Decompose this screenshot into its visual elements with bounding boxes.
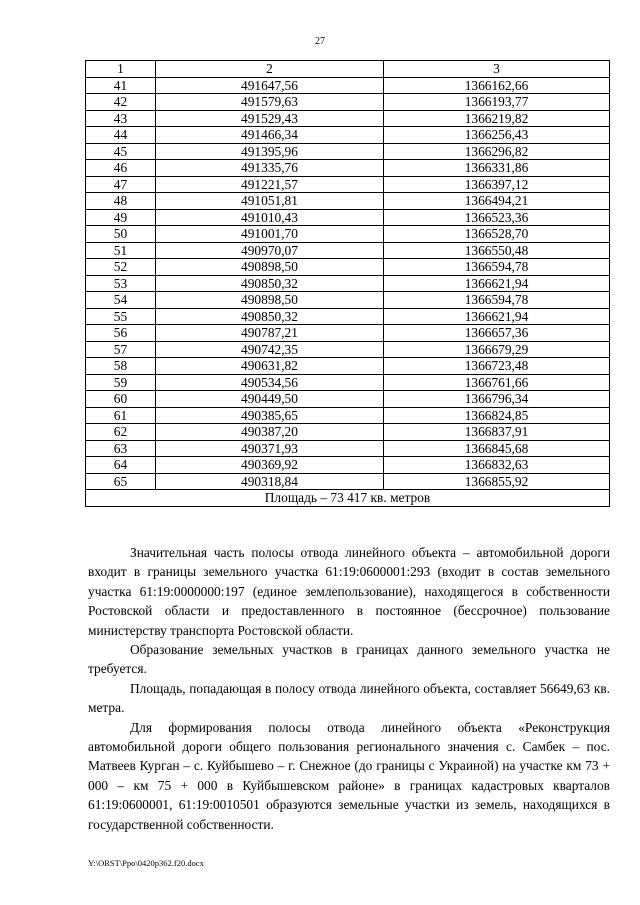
table-row (86, 226, 610, 243)
y-coordinate-cell: 1366162,66 (384, 77, 610, 94)
point-number-cell: 55 (86, 308, 156, 325)
table-row (86, 358, 610, 375)
paragraph: Площадь, попадающая в полосу отвода линейного объекта, составляет 56649,63 кв. метра. (88, 680, 610, 716)
x-coordinate-cell: 490787,21 (156, 325, 384, 342)
point-number-cell: 59 (86, 374, 156, 391)
y-coordinate-cell: 1366832,63 (384, 457, 610, 474)
point-number-cell: 56 (86, 325, 156, 342)
y-coordinate-cell: 1366256,43 (384, 127, 610, 144)
point-number-cell: 44 (86, 127, 156, 144)
header-cell-number: 1 (86, 61, 156, 78)
area-total-cell: Площадь – 73 417 кв. метров (86, 490, 610, 507)
x-coordinate-cell: 491335,76 (156, 160, 384, 177)
table-row (86, 308, 610, 325)
point-number-cell: 62 (86, 424, 156, 441)
paragraph: Значительная часть полосы отвода линейного объекта – автомобильной дороги входит в границы земельного участка 61:19:0600001:293 (входит в состав земельного участка 61:19:0000000:197 (единое землепользование), находящегося в собственности Ростовской области и предоставленного в постоянное (бессрочное) пользование министерству транспорта Ростовской области. (88, 545, 610, 638)
point-number-cell: 51 (86, 242, 156, 259)
y-coordinate-cell: 1366550,48 (384, 242, 610, 259)
x-coordinate-cell: 491010,43 (156, 209, 384, 226)
table-row (86, 160, 610, 177)
table-row (86, 110, 610, 127)
y-coordinate-cell: 1366594,78 (384, 292, 610, 309)
x-coordinate-cell: 490898,50 (156, 259, 384, 276)
x-coordinate-cell: 490449,50 (156, 391, 384, 408)
y-coordinate-cell: 1366723,48 (384, 358, 610, 375)
footer-file-path: Y:\ORST\Ppo\0420p362.f20.docx (88, 858, 204, 868)
table-row (86, 374, 610, 391)
point-number-cell: 48 (86, 193, 156, 210)
table-header (86, 61, 610, 78)
x-coordinate-cell: 490850,32 (156, 308, 384, 325)
y-coordinate-cell: 1366621,94 (384, 308, 610, 325)
point-number-cell: 54 (86, 292, 156, 309)
point-number-cell: 49 (86, 209, 156, 226)
table-row (86, 341, 610, 358)
table-row (86, 457, 610, 474)
x-coordinate-cell: 491051,81 (156, 193, 384, 210)
table-row (86, 242, 610, 259)
coordinates-table (85, 60, 610, 507)
point-number-cell: 41 (86, 77, 156, 94)
table-row (86, 176, 610, 193)
point-number-cell: 61 (86, 407, 156, 424)
x-coordinate-cell: 491001,70 (156, 226, 384, 243)
y-coordinate-cell: 1366523,36 (384, 209, 610, 226)
table-row (86, 275, 610, 292)
table-row (86, 209, 610, 226)
table-row (86, 143, 610, 160)
table-body (86, 77, 610, 490)
point-number-cell: 45 (86, 143, 156, 160)
y-coordinate-cell: 1366193,77 (384, 94, 610, 111)
point-number-cell: 60 (86, 391, 156, 408)
x-coordinate-cell: 490898,50 (156, 292, 384, 309)
y-coordinate-cell: 1366296,82 (384, 143, 610, 160)
table-row (86, 193, 610, 210)
x-coordinate-cell: 491579,63 (156, 94, 384, 111)
point-number-cell: 58 (86, 358, 156, 375)
table-row (86, 292, 610, 309)
x-coordinate-cell: 490369,92 (156, 457, 384, 474)
table-row (86, 94, 610, 111)
y-coordinate-cell: 1366855,92 (384, 473, 610, 490)
table-row (86, 259, 610, 276)
x-coordinate-cell: 490318,84 (156, 473, 384, 490)
point-number-cell: 46 (86, 160, 156, 177)
point-number-cell: 65 (86, 473, 156, 490)
x-coordinate-cell: 490385,65 (156, 407, 384, 424)
x-coordinate-cell: 490850,32 (156, 275, 384, 292)
body-text (88, 543, 610, 834)
x-coordinate-cell: 490534,56 (156, 374, 384, 391)
x-coordinate-cell: 490970,07 (156, 242, 384, 259)
y-coordinate-cell: 1366845,68 (384, 440, 610, 457)
page-number: 27 (315, 36, 325, 47)
table-footer (86, 490, 610, 507)
point-number-cell: 52 (86, 259, 156, 276)
x-coordinate-cell: 491395,96 (156, 143, 384, 160)
y-coordinate-cell: 1366494,21 (384, 193, 610, 210)
point-number-cell: 50 (86, 226, 156, 243)
paragraph: Образование земельных участков в границах данного земельного участка не требуется. (88, 642, 610, 677)
x-coordinate-cell: 491466,34 (156, 127, 384, 144)
x-coordinate-cell: 490631,82 (156, 358, 384, 375)
y-coordinate-cell: 1366219,82 (384, 110, 610, 127)
y-coordinate-cell: 1366331,86 (384, 160, 610, 177)
table-row (86, 77, 610, 94)
table-row (86, 325, 610, 342)
y-coordinate-cell: 1366397,12 (384, 176, 610, 193)
x-coordinate-cell: 490371,93 (156, 440, 384, 457)
y-coordinate-cell: 1366528,70 (384, 226, 610, 243)
table-row (86, 407, 610, 424)
y-coordinate-cell: 1366657,36 (384, 325, 610, 342)
point-number-cell: 53 (86, 275, 156, 292)
y-coordinate-cell: 1366621,94 (384, 275, 610, 292)
y-coordinate-cell: 1366796,34 (384, 391, 610, 408)
point-number-cell: 47 (86, 176, 156, 193)
paragraph: Для формирования полосы отвода линейного объекта «Реконструкция автомобильной дороги общего пользования регионального значения с. Самбек – пос. Матвеев Курган – с. Куйбышево – г. Снежное (до границы с Украиной) на участке км 73 + 000 – км 75 + 000 в Куйбышевском районе» в границах кадастровых кварталов 61:19:0600001, 61:19:0010501 образуются земельные участки из земель, находящихся в государственной собственности. (88, 719, 610, 832)
x-coordinate-cell: 491529,43 (156, 110, 384, 127)
point-number-cell: 42 (86, 94, 156, 111)
table-header-row (86, 61, 610, 78)
y-coordinate-cell: 1366837,91 (384, 424, 610, 441)
table-area-row (86, 490, 610, 507)
point-number-cell: 63 (86, 440, 156, 457)
table-row (86, 127, 610, 144)
table-row (86, 440, 610, 457)
y-coordinate-cell: 1366679,29 (384, 341, 610, 358)
x-coordinate-cell: 491647,56 (156, 77, 384, 94)
y-coordinate-cell: 1366824,85 (384, 407, 610, 424)
y-coordinate-cell: 1366761,66 (384, 374, 610, 391)
point-number-cell: 43 (86, 110, 156, 127)
table-row (86, 391, 610, 408)
table-row (86, 473, 610, 490)
x-coordinate-cell: 491221,57 (156, 176, 384, 193)
point-number-cell: 57 (86, 341, 156, 358)
point-number-cell: 64 (86, 457, 156, 474)
table-row (86, 424, 610, 441)
x-coordinate-cell: 490742,35 (156, 341, 384, 358)
header-cell-y: 3 (384, 61, 610, 78)
header-cell-x: 2 (156, 61, 384, 78)
y-coordinate-cell: 1366594,78 (384, 259, 610, 276)
x-coordinate-cell: 490387,20 (156, 424, 384, 441)
